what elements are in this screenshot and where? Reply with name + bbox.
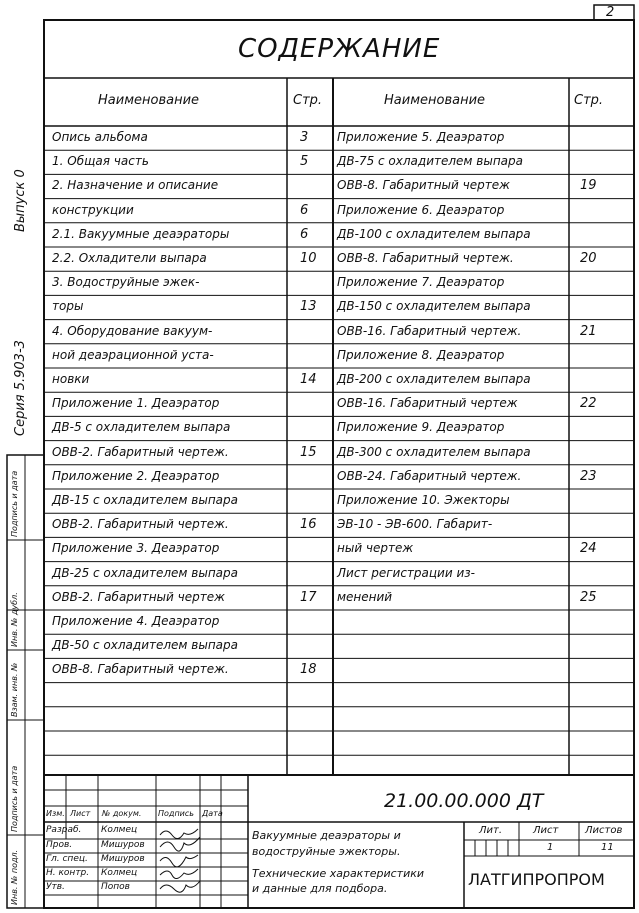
- right-row-text: Приложение 8. Деаэратор: [337, 347, 505, 362]
- signer-name-5: Попов: [101, 882, 130, 892]
- left-row-text: Опись альбома: [52, 130, 148, 144]
- right-row-text: ОВВ-16. Габаритный чертеж: [337, 396, 518, 411]
- left-row-text: ной деаэрационной уста-: [52, 347, 214, 362]
- right-row-page: 25: [580, 589, 597, 605]
- sheet-number: 2: [606, 5, 615, 20]
- right-row-page: 20: [580, 251, 597, 266]
- right-row-text: Лист регистрации из-: [337, 565, 475, 580]
- left-row-text: 3. Водоструйные эжек-: [52, 275, 200, 290]
- left-row-text: Приложение 2. Деаэратор: [52, 468, 220, 483]
- series-label: Серия 5.903-3: [13, 340, 28, 436]
- left-row-page: 14: [300, 372, 317, 387]
- lists-label: Листов: [585, 825, 623, 836]
- right-row-text: ный чертеж: [337, 541, 414, 556]
- left-row-text: конструкции: [52, 202, 134, 217]
- left-row-text: 2.1. Вакуумные деаэраторы: [52, 226, 230, 241]
- left-row-text: 1. Общая часть: [52, 154, 149, 169]
- stamp-inv-podl: Инв. № подл.: [10, 849, 19, 905]
- tb-header-data: Дата: [202, 809, 223, 818]
- organization-name: ЛАТГИПРОПРОМ: [468, 870, 605, 889]
- description-line-4: и данные для подбора.: [252, 882, 388, 895]
- left-row-page: 6: [300, 202, 309, 218]
- right-row-page: 24: [580, 541, 597, 557]
- right-row-text: ОВВ-16. Габаритный чертеж.: [337, 323, 522, 338]
- left-row-page: 6: [300, 226, 309, 242]
- header-page-left: Стр.: [293, 93, 323, 108]
- left-row-text: ДВ-50 с охладителем выпара: [52, 638, 239, 653]
- right-row-text: ОВВ-8. Габаритный чертеж: [337, 178, 510, 193]
- right-row-text: Приложение 5. Деаэратор: [337, 130, 505, 144]
- tb-header-izm: Изм.: [46, 809, 65, 818]
- signer-name-1: Колмец: [101, 825, 138, 835]
- left-row-text: торы: [52, 299, 84, 314]
- right-row-text: ОВВ-8. Габаритный чертеж.: [337, 251, 514, 265]
- left-row-text: Приложение 4. Деаэратор: [52, 614, 220, 628]
- right-row-text: ОВВ-24. Габаритный чертеж.: [337, 468, 522, 483]
- right-row-text: Приложение 6. Деаэратор: [337, 202, 505, 217]
- left-row-text: Приложение 1. Деаэратор: [52, 396, 220, 411]
- header-name-left: Наименование: [98, 93, 200, 108]
- description-line-2: водоструйные эжекторы.: [252, 845, 401, 858]
- signer-role-1: Разраб.: [46, 825, 82, 835]
- signer-role-3: Гл. спец.: [46, 854, 88, 864]
- left-row-text: 2.2. Охладители выпара: [52, 251, 207, 265]
- tb-header-podpis: Подпись: [158, 809, 194, 818]
- list-label: Лист: [533, 825, 559, 836]
- stamp-sign-date-2: Подпись и дата: [10, 470, 19, 537]
- tb-header-list: Лист: [70, 809, 91, 818]
- right-row-text: ДВ-75 с охладителем выпара: [337, 154, 524, 169]
- signer-name-4: Колмец: [101, 868, 138, 878]
- signatures: [156, 825, 206, 905]
- right-row-text: ДВ-100 с охладителем выпара: [337, 226, 531, 241]
- left-row-text: ДВ-25 с охладителем выпара: [52, 565, 239, 580]
- signer-name-2: Мишуров: [101, 840, 145, 850]
- stamp-sign-date-1: Подпись и дата: [10, 765, 19, 832]
- left-row-page: 5: [300, 154, 309, 170]
- signer-role-2: Пров.: [46, 840, 73, 850]
- description-line-1: Вакуумные деаэраторы и: [252, 829, 401, 842]
- right-row-text: ЭВ-10 - ЭВ-600. Габарит-: [337, 517, 493, 532]
- left-row-text: ОВВ-2. Габаритный чертеж.: [52, 444, 229, 459]
- right-row-page: 21: [580, 323, 597, 339]
- right-row-text: ДВ-300 с охладителем выпара: [337, 444, 531, 459]
- signer-name-3: Мишуров: [101, 854, 145, 864]
- right-row-text: Приложение 7. Деаэратор: [337, 275, 505, 290]
- left-row-text: 4. Оборудование вакуум-: [52, 323, 213, 338]
- right-row-page: 22: [580, 396, 597, 412]
- left-row-page: 13: [300, 299, 317, 315]
- list-value: 1: [547, 842, 554, 853]
- left-row-page: 15: [300, 444, 317, 460]
- right-row-text: ДВ-150 с охладителем выпара: [337, 299, 531, 314]
- document-code: 21.00.00.000 ДТ: [384, 790, 544, 812]
- tb-header-dokum: № докум.: [102, 809, 142, 818]
- left-row-text: ОВВ-2. Габаритный чертеж.: [52, 517, 229, 532]
- left-row-text: новки: [52, 372, 90, 386]
- description-line-3: Технические характеристики: [252, 867, 425, 880]
- signer-role-4: Н. контр.: [46, 868, 90, 878]
- right-row-page: 23: [580, 468, 597, 484]
- left-row-page: 18: [300, 662, 317, 678]
- header-name-right: Наименование: [384, 93, 486, 108]
- left-row-text: Приложение 3. Деаэратор: [52, 541, 220, 556]
- right-row-text: менений: [337, 589, 393, 604]
- left-row-text: ДВ-15 с охладителем выпара: [52, 493, 239, 507]
- left-row-page: 16: [300, 517, 317, 533]
- left-row-text: 2. Назначение и описание: [52, 178, 219, 193]
- lit-label: Лит.: [479, 825, 503, 836]
- left-row-page: 3: [300, 130, 309, 145]
- left-row-text: ОВВ-8. Габаритный чертеж.: [52, 662, 229, 677]
- issue-label: Выпуск 0: [13, 169, 28, 232]
- stamp-inv-dubl: Инв. № дубл.: [10, 592, 19, 647]
- left-row-page: 10: [300, 251, 317, 266]
- lists-value: 11: [601, 842, 614, 853]
- page-title: СОДЕРЖАНИЕ: [238, 34, 441, 64]
- stamp-vzam-inv: Взам. инв. №: [10, 662, 19, 717]
- left-row-text: ДВ-5 с охладителем выпара: [52, 420, 231, 435]
- signer-role-5: Утв.: [46, 882, 65, 892]
- right-row-text: Приложение 9. Деаэратор: [337, 420, 505, 435]
- right-row-page: 19: [580, 178, 597, 194]
- right-row-text: ДВ-200 с охладителем выпара: [337, 372, 531, 386]
- left-row-page: 17: [300, 589, 317, 605]
- header-page-right: Стр.: [574, 93, 604, 108]
- right-row-text: Приложение 10. Эжекторы: [337, 493, 510, 507]
- left-row-text: ОВВ-2. Габаритный чертеж: [52, 589, 225, 604]
